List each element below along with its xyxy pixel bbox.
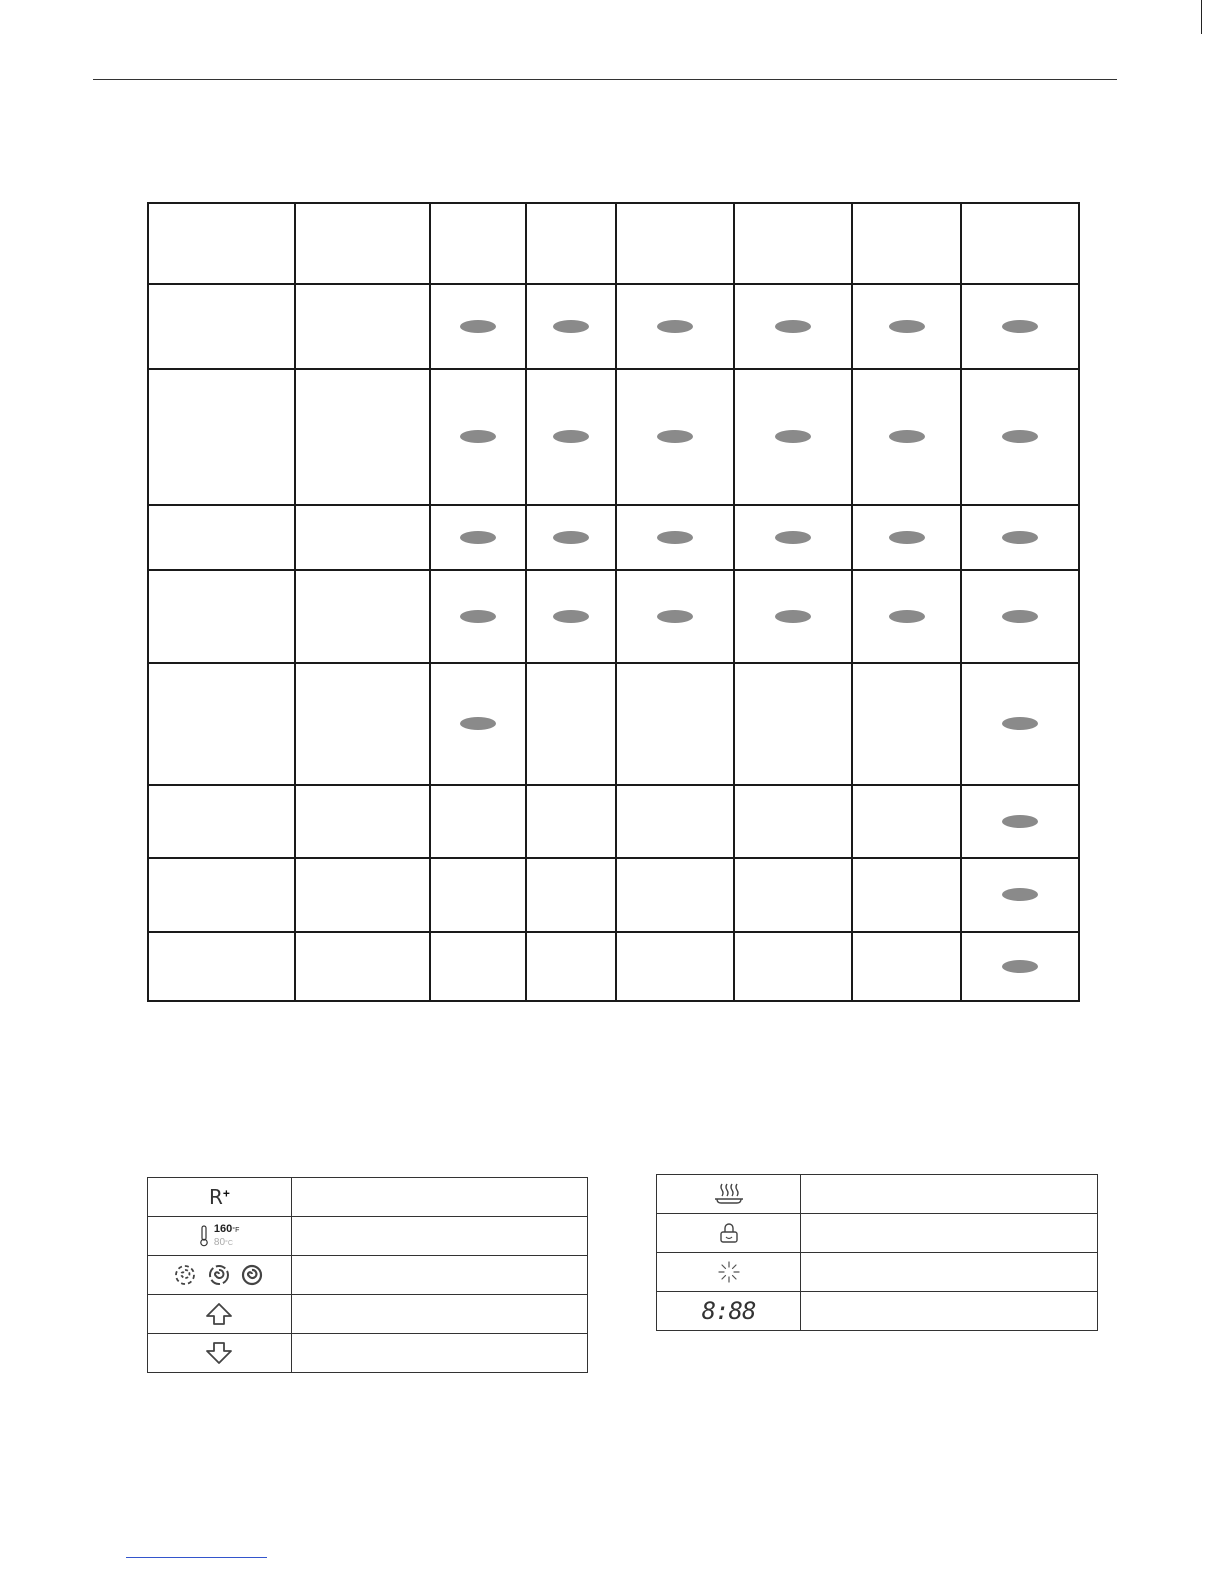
matrix-row [148,785,1079,858]
rinse-plus-icon [148,1178,292,1217]
temp-c-value: 80 [213,1237,226,1248]
matrix-label-cell [148,663,295,785]
matrix-label-cell [295,663,431,785]
matrix-row [148,284,1079,369]
matrix-cell [961,203,1079,284]
matrix-cell [961,663,1079,785]
matrix-cell [852,858,961,932]
matrix-cell [526,203,616,284]
matrix-cell [852,785,961,858]
matrix-cell [852,570,961,663]
matrix-row [148,663,1079,785]
matrix-row [148,858,1079,932]
matrix-cell [616,505,734,570]
legend-row [148,1178,588,1217]
matrix-cell [734,369,853,505]
matrix-cell [526,284,616,369]
indicator-dot [657,531,693,544]
digital-display-icon [657,1292,801,1331]
soil-level-icons [148,1256,292,1295]
matrix-cell [616,858,734,932]
legend-row [657,1253,1098,1292]
legend-row [148,1217,588,1256]
matrix-label-cell [148,932,295,1001]
matrix-row [148,505,1079,570]
indicator-dot [775,610,811,623]
matrix-cell [430,369,526,505]
indicator-dot [1002,888,1038,901]
matrix-cell [430,785,526,858]
matrix-label-cell [295,284,431,369]
temp-f-value: 160 [213,1223,233,1235]
indicator-dot [775,531,811,544]
matrix-cell [734,858,853,932]
matrix-cell [526,505,616,570]
indicator-matrix [147,202,1080,1002]
indicator-dot [460,717,496,730]
legend-desc [291,1178,587,1217]
matrix-label-cell [148,369,295,505]
matrix-cell [616,284,734,369]
indicator-dot [1002,717,1038,730]
indicator-dot [553,531,589,544]
matrix-cell [526,369,616,505]
matrix-row [148,932,1079,1001]
lock-icon [657,1214,801,1253]
indicator-dot [1002,320,1038,333]
sparkle-icon [657,1253,801,1292]
matrix-cell [852,505,961,570]
matrix-cell [430,203,526,284]
indicator-dot [460,430,496,443]
matrix-cell [734,785,853,858]
legend-row [657,1214,1098,1253]
indicator-dot [889,610,925,623]
matrix-cell [430,858,526,932]
arrow-up-icon [148,1295,292,1334]
matrix-label-cell [148,785,295,858]
matrix-label-cell [295,570,431,663]
heated-dry-icon [657,1175,801,1214]
indicator-dot [553,320,589,333]
indicator-dot [1002,610,1038,623]
digital-display-text: 8:88 [701,1297,756,1325]
matrix-cell [852,203,961,284]
matrix-row [148,369,1079,505]
indicator-dot [1002,960,1038,973]
matrix-row [148,570,1079,663]
thermometer-temp-icon [148,1217,292,1256]
matrix-cell [430,570,526,663]
legend-desc [801,1253,1098,1292]
matrix-cell [734,505,853,570]
legend-desc [801,1175,1098,1214]
matrix-cell [616,663,734,785]
indicator-dot [657,610,693,623]
indicator-dot [1002,815,1038,828]
matrix-cell [961,858,1079,932]
matrix-label-cell [148,203,295,284]
matrix-label-cell [295,369,431,505]
matrix-label-cell [148,570,295,663]
matrix-cell [734,284,853,369]
matrix-cell [961,369,1079,505]
matrix-label-cell [295,932,431,1001]
legend-row [148,1334,588,1373]
matrix-cell [526,663,616,785]
matrix-label-cell [148,505,295,570]
legend-row [148,1256,588,1295]
matrix-cell [961,284,1079,369]
indicator-dot [553,610,589,623]
matrix-cell [430,663,526,785]
matrix-cell [616,570,734,663]
matrix-cell [852,369,961,505]
matrix-cell [526,785,616,858]
matrix-cell [961,785,1079,858]
indicator-dot [889,531,925,544]
matrix-cell [616,369,734,505]
indicator-dot [657,320,693,333]
indicator-dot [460,531,496,544]
indicator-dot [889,430,925,443]
legend-table-right [656,1174,1098,1331]
matrix-cell [430,932,526,1001]
rinse-plus-sign: + [222,1186,230,1201]
legend-desc [801,1292,1098,1331]
matrix-header-row [148,203,1079,284]
matrix-cell [734,203,853,284]
indicator-dot [460,320,496,333]
matrix-label-cell [148,858,295,932]
matrix-label-cell [295,505,431,570]
matrix-cell [526,570,616,663]
matrix-cell [430,505,526,570]
matrix-cell [734,663,853,785]
matrix-label-cell [295,858,431,932]
matrix-cell [961,932,1079,1001]
matrix-cell [430,284,526,369]
legend-desc [291,1217,587,1256]
legend-row [657,1175,1098,1214]
indicator-dot [889,320,925,333]
matrix-cell [616,203,734,284]
indicator-dot [775,430,811,443]
matrix-label-cell [148,284,295,369]
rinse-symbol: R [208,1185,223,1209]
matrix-cell [616,785,734,858]
indicator-dot [1002,531,1038,544]
legend-table-left [147,1177,588,1373]
legend-desc [291,1256,587,1295]
indicator-dot [775,320,811,333]
matrix-cell [961,505,1079,570]
indicator-dot [1002,430,1038,443]
indicator-dot [553,430,589,443]
matrix-label-cell [295,203,431,284]
indicator-dot [460,610,496,623]
soil-level-light-icon [173,1263,265,1287]
matrix-cell [852,663,961,785]
header-rule [93,79,1117,80]
legend-row [148,1295,588,1334]
indicator-dot [657,430,693,443]
legend-row [657,1292,1098,1331]
footer-link-underline[interactable] [126,1557,267,1558]
temp-f-unit: °F [232,1227,240,1234]
temp-c-unit: °C [225,1240,233,1247]
matrix-cell [526,858,616,932]
matrix-cell [526,932,616,1001]
arrow-down-icon [148,1334,292,1373]
matrix-cell [734,932,853,1001]
matrix-cell [616,932,734,1001]
page-edge-mark [1201,0,1202,34]
thermometer-icon [199,1225,209,1247]
legend-desc [291,1295,587,1334]
matrix-cell [852,932,961,1001]
legend-desc [801,1214,1098,1253]
matrix-cell [852,284,961,369]
matrix-cell [961,570,1079,663]
legend-desc [291,1334,587,1373]
matrix-label-cell [295,785,431,858]
matrix-cell [734,570,853,663]
